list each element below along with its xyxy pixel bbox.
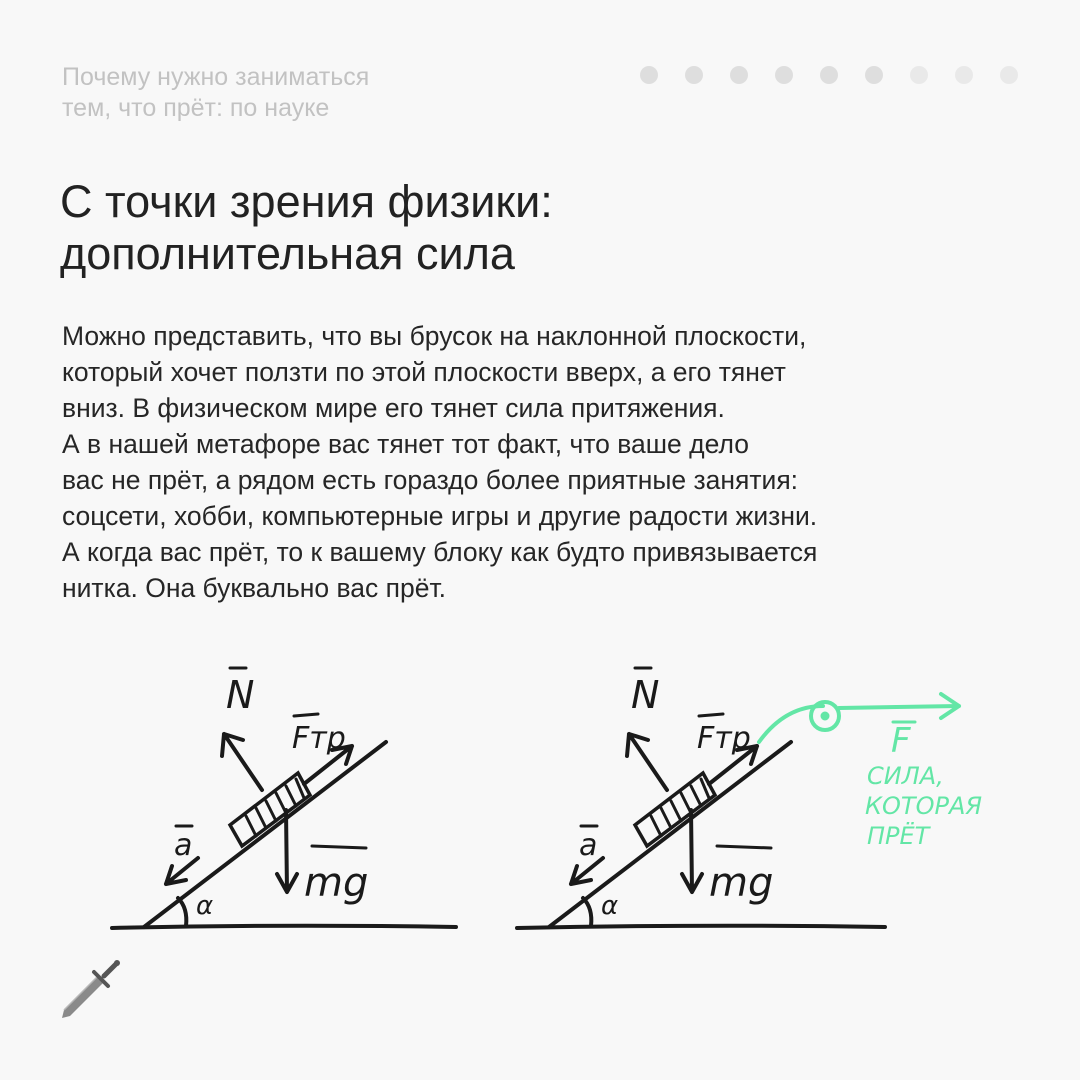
series-title [62, 62, 482, 124]
label-angle: α [601, 891, 619, 921]
label-friction: Fтр [697, 721, 751, 756]
angle-arc [583, 898, 591, 926]
vector-bar [717, 846, 771, 848]
vector-bar [294, 714, 318, 716]
vector-bar [699, 714, 723, 716]
progress-dot [640, 66, 658, 84]
force-caption-line-1: СИЛА, [867, 762, 944, 790]
incline-diagram-right [505, 650, 995, 940]
body-paragraph [62, 318, 1022, 606]
page-title-line-1: С точки зрения физики: [60, 176, 553, 227]
label-acceleration: a [579, 828, 598, 863]
ground-line [517, 926, 885, 928]
progress-dot [910, 66, 928, 84]
normal-force-arrow [627, 734, 667, 790]
body-line: вниз. В физическом мире его тянет сила притяжения. [62, 393, 725, 423]
progress-dot [865, 66, 883, 84]
label-normal: N [226, 673, 255, 717]
angle-arc [178, 898, 186, 926]
label-acceleration: a [174, 828, 193, 863]
body-line: соцсети, хобби, компьютерные игры и другие радости жизни. [62, 501, 818, 531]
label-pulling-force: F [891, 721, 911, 761]
series-title-line-1: Почему нужно заниматься [62, 63, 370, 91]
page-title-line-2: дополнительная сила [60, 228, 515, 279]
progress-dot [775, 66, 793, 84]
force-caption-line-3: ПРЁТ [867, 822, 930, 850]
ground-line [112, 926, 456, 928]
incline-diagram-left [100, 650, 470, 940]
label-angle: α [196, 891, 214, 921]
body-line: вас не прёт, а рядом есть гораздо более приятные занятия: [62, 465, 799, 495]
vector-bar [312, 846, 366, 848]
body-line: который хочет ползти по этой плоскости вверх, а его тянет [62, 357, 786, 387]
pulling-force-arrow [839, 694, 959, 718]
progress-dot [730, 66, 748, 84]
series-title-line-2: тем, что прёт: по науке [62, 94, 330, 122]
body-line: А когда вас прёт, то к вашему блоку как будто привязывается [62, 537, 818, 567]
label-gravity: mg [709, 860, 774, 906]
body-line: Можно представить, что вы брусок на наклонной плоскости, [62, 321, 807, 351]
progress-dot [1000, 66, 1018, 84]
pulley-axle [823, 714, 828, 719]
label-friction: Fтр [292, 721, 346, 756]
progress-dot [955, 66, 973, 84]
sword-icon [58, 958, 122, 1022]
label-normal: N [631, 673, 660, 717]
body-line: нитка. Она буквально вас прёт. [62, 573, 447, 603]
progress-dot [820, 66, 838, 84]
progress-dot [685, 66, 703, 84]
normal-force-arrow [222, 734, 262, 790]
page-title [60, 176, 553, 280]
slide-progress-dots [640, 66, 1045, 84]
label-gravity: mg [304, 860, 369, 906]
force-caption-line-2: КОТОРАЯ [865, 792, 983, 820]
body-line: А в нашей метафоре вас тянет тот факт, что ваше дело [62, 429, 749, 459]
